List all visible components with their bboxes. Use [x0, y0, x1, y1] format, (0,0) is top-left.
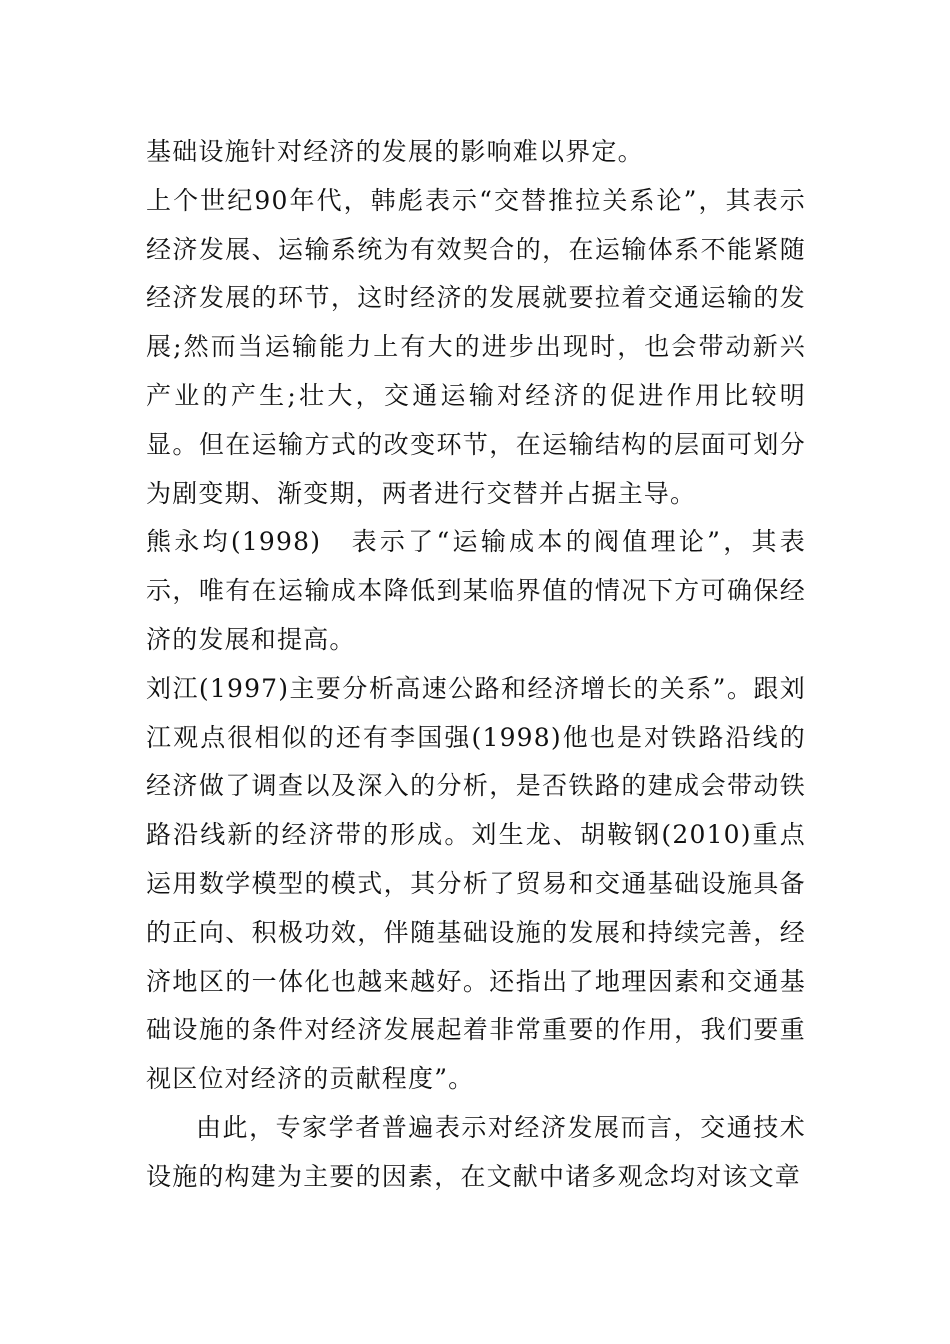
paragraph-3: 熊永均(1998) 表示了“运输成本的阀值理论”，其表示，唯有在运输成本降低到某临界值的情况下方可确保经济的发展和提高。 — [146, 527, 806, 654]
paragraph-4: 刘江(1997)主要分析高速公路和经济增长的关系”。跟刘江观点很相似的还有李国强(1998)他也是对铁路沿线的经济做了调查以及深入的分析，是否铁路的建成会带动铁路沿线新的经济带的形成。刘生龙、胡鞍钢(2010)重点运用数学模型的模式，其分析了贸易和交通基础设施具备的正向、积极功效，伴随基础设施的发展和持续完善，经济地区的一体化也越来越好。还指出了地理因素和交通基础设施的条件对经济发展起着非常重要的作用，我们要重视区位对经济的贡献程度”。 — [146, 673, 806, 1094]
paragraph-1: 基础设施针对经济的发展的影响难以界定。 — [146, 137, 644, 166]
document-body — [146, 128, 806, 1202]
paragraph-5: 由此，专家学者普遍表示对经济发展而言，交通技术设施的构建为主要的因素，在文献中诸多观念均对该文章 — [146, 1112, 806, 1191]
paragraph-2: 上个世纪90年代，韩彪表示“交替推拉关系论”，其表示经济发展、运输系统为有效契合的，在运输体系不能紧随经济发展的环节，这时经济的发展就要拉着交通运输的发展;然而当运输能力上有大的进步出现时，也会带动新兴产业的产生;壮大，交通运输对经济的促进作用比较明显。但在运输方式的改变环节，在运输结构的层面可划分为剧变期、渐变期，两者进行交替并占据主导。 — [146, 185, 806, 508]
